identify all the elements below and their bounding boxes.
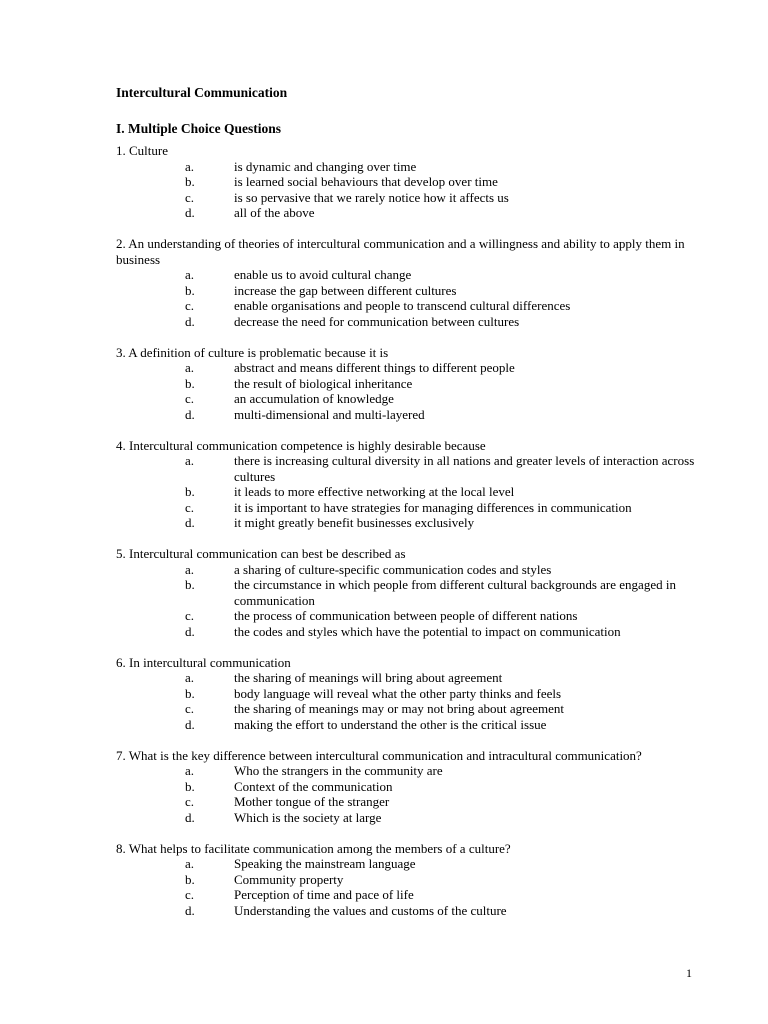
option-letter: c. [185,298,195,313]
answer-option [116,159,706,175]
answer-option [116,717,706,733]
option-text: there is increasing cultural diversity in all nations and greater levels of interaction across cultures [234,453,695,484]
answer-option [116,500,706,516]
option-letter: a. [185,360,195,375]
answer-option [116,887,706,903]
option-text: Speaking the mainstream language [234,856,416,871]
option-letter: b. [185,577,195,592]
option-text: the codes and styles which have the potential to impact on communication [234,623,621,639]
answer-option [116,267,706,283]
answer-option [116,391,706,407]
question-item [116,143,706,221]
option-text: the circumstance in which people from different cultural backgrounds are engaged in communication [234,577,676,608]
option-text: Which is the society at large [234,809,382,825]
document-page [116,84,706,934]
answer-option [116,686,706,702]
answer-option [116,763,706,779]
option-text: the result of biological inheritance [234,375,413,391]
option-letter: a. [185,561,195,577]
answer-option [116,810,706,826]
option-letter: d. [185,515,195,530]
option-text: Understanding the values and customs of the culture [234,902,507,918]
answer-options [116,360,706,422]
question-list [116,143,706,918]
option-letter: b. [185,174,195,189]
answer-option [116,298,706,314]
question-stem: 5. Intercultural communication can best be described as [116,546,406,561]
question-stem: 8. What helps to facilitate communication among the members of a culture? [116,840,511,856]
option-text: is so pervasive that we rarely notice how it affects us [234,189,509,205]
answer-option [116,856,706,872]
option-letter: b. [185,484,195,499]
answer-option [116,608,706,624]
option-letter: b. [185,778,195,794]
answer-option [116,701,706,717]
option-text: a sharing of culture-specific communication codes and styles [234,561,552,577]
question-item [116,438,706,531]
option-letter: a. [185,453,195,468]
option-letter: d. [185,902,195,918]
option-text: the sharing of meanings will bring about agreement [234,670,503,685]
answer-option [116,484,706,500]
option-text: Community property [234,871,344,887]
answer-option [116,779,706,795]
option-letter: c. [185,608,195,623]
answer-option [116,407,706,423]
option-letter: a. [185,856,195,871]
option-letter: d. [185,716,195,732]
document-title: Intercultural Communication [116,85,288,100]
question-stem: 7. What is the key difference between intercultural communication and intracultural communication? [116,747,642,763]
option-text: an accumulation of knowledge [234,391,394,406]
option-text: increase the gap between different cultures [234,282,457,298]
option-letter: b. [185,282,195,298]
option-text: Mother tongue of the stranger [234,794,390,809]
option-text: abstract and means different things to different people [234,360,515,375]
answer-option [116,360,706,376]
option-letter: c. [185,391,195,406]
option-text: enable organisations and people to transcend cultural differences [234,298,571,313]
answer-option [116,190,706,206]
answer-options [116,562,706,640]
option-letter: d. [185,623,195,639]
question-item [116,236,706,329]
option-text: it leads to more effective networking at the local level [234,484,515,499]
option-text: all of the above [234,205,315,220]
option-letter: d. [185,809,195,825]
answer-option [116,577,706,608]
answer-option [116,453,706,484]
option-letter: a. [185,158,195,174]
answer-option [116,376,706,392]
option-letter: d. [185,205,195,220]
question-item [116,748,706,826]
option-text: it might greatly benefit businesses exclusively [234,515,475,530]
question-stem: 3. A definition of culture is problematic because it is [116,344,389,360]
answer-options [116,267,706,329]
option-letter: b. [185,685,195,701]
answer-option [116,515,706,531]
option-text: is dynamic and changing over time [234,158,417,174]
answer-option [116,624,706,640]
question-item [116,345,706,423]
option-text: enable us to avoid cultural change [234,267,412,282]
option-text: is learned social behaviours that develop over time [234,174,498,189]
option-letter: c. [185,189,195,205]
answer-option [116,174,706,190]
answer-option [116,283,706,299]
question-stem: 4. Intercultural communication competence is highly desirable because [116,437,486,453]
question-item [116,841,706,919]
option-text: it is important to have strategies for managing differences in communication [234,499,632,515]
option-text: Context of the communication [234,778,393,794]
option-letter: b. [185,375,195,391]
option-text: multi-dimensional and multi-layered [234,406,425,422]
answer-option [116,794,706,810]
answer-option [116,670,706,686]
answer-options [116,763,706,825]
option-letter: d. [185,406,195,422]
option-letter: c. [185,701,195,716]
section-title: I. Multiple Choice Questions [116,121,282,136]
answer-option [116,205,706,221]
answer-option [116,903,706,919]
option-letter: a. [185,763,195,778]
option-text: Perception of time and pace of life [234,887,414,902]
page-number: 1 [686,966,692,980]
answer-option [116,872,706,888]
option-letter: a. [185,670,195,685]
option-letter: c. [185,887,195,902]
option-text: the process of communication between people of different nations [234,608,578,623]
answer-options [116,453,706,531]
option-letter: b. [185,871,195,887]
question-stem: 2. An understanding of theories of intercultural communication and a willingness and ability to apply them in business [116,236,685,267]
answer-options [116,856,706,918]
option-text: making the effort to understand the other is the critical issue [234,716,547,732]
question-item [116,546,706,639]
option-letter: a. [185,267,195,282]
option-letter: c. [185,499,195,515]
question-stem: 1. Culture [116,143,168,158]
option-letter: d. [185,313,195,329]
option-letter: c. [185,794,195,809]
option-text: the sharing of meanings may or may not bring about agreement [234,701,564,716]
question-stem: 6. In intercultural communication [116,654,291,670]
answer-options [116,670,706,732]
option-text: decrease the need for communication between cultures [234,313,520,329]
option-text: body language will reveal what the other party thinks and feels [234,685,562,701]
question-item [116,655,706,733]
answer-option [116,314,706,330]
answer-option [116,562,706,578]
option-text: Who the strangers in the community are [234,763,443,778]
answer-options [116,159,706,221]
